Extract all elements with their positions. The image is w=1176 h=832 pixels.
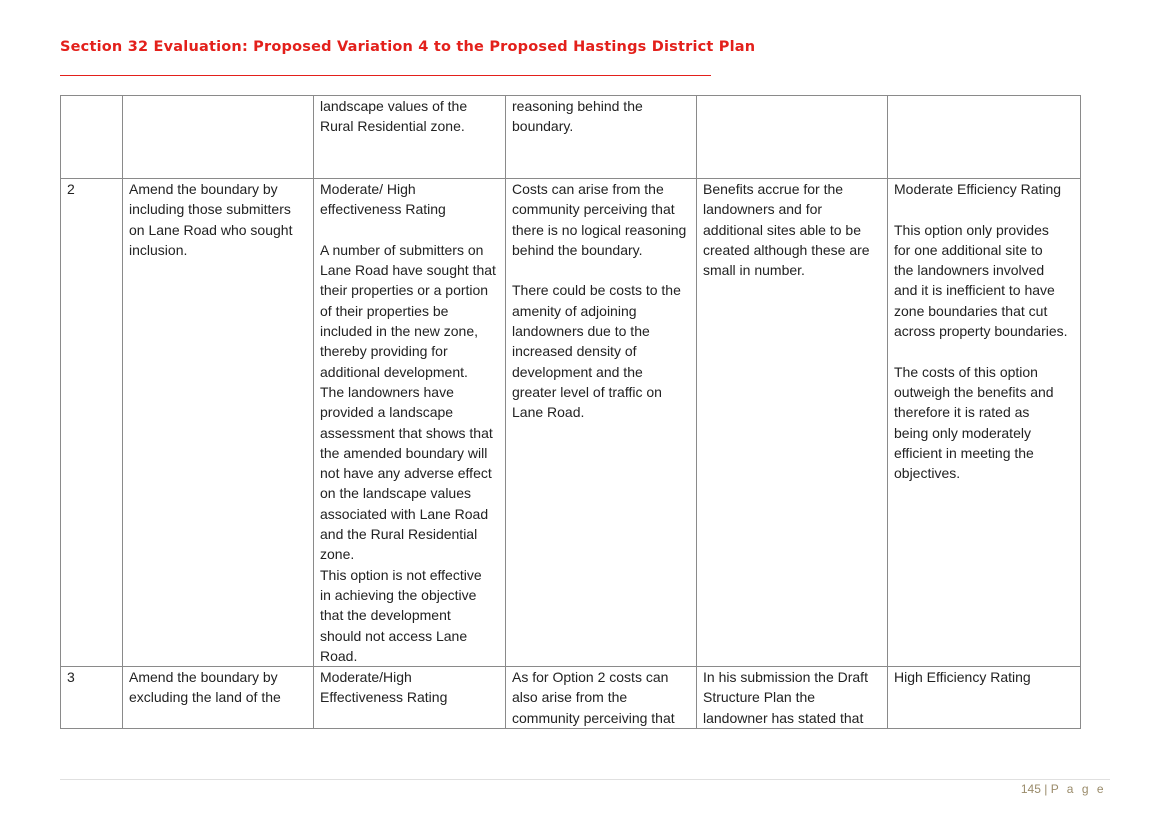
efficiency-cell: High Efficiency Rating xyxy=(888,667,1081,729)
table-row xyxy=(61,96,1081,179)
page-separator: | xyxy=(1044,782,1048,796)
table-row xyxy=(61,179,1081,667)
option-description-cell: Amend the boundary by excluding the land of the xyxy=(123,667,314,729)
evaluation-table xyxy=(60,95,1081,729)
effectiveness-cell: landscape values of the Rural Residential zone. xyxy=(314,96,506,179)
option-number-cell xyxy=(61,96,123,179)
costs-cell: As for Option 2 costs can also arise from the community perceiving that xyxy=(506,667,697,729)
costs-cell: reasoning behind the boundary. xyxy=(506,96,697,179)
footer-rule xyxy=(60,779,1110,780)
benefits-cell: In his submission the Draft Structure Plan the landowner has stated that xyxy=(697,667,888,729)
page-label: P a g e xyxy=(1050,782,1106,796)
option-number-cell: 3 xyxy=(61,667,123,729)
benefits-cell xyxy=(697,96,888,179)
benefits-cell: Benefits accrue for the landowners and for additional sites able to be created although these are small in number. xyxy=(697,179,888,667)
efficiency-cell xyxy=(888,96,1081,179)
page-number: 145 xyxy=(1020,782,1041,796)
table-row xyxy=(61,667,1081,729)
efficiency-cell: Moderate Efficiency Rating This option only provides for one additional site to the landowners involved and it is inefficient to have zone boundaries that cut across property boundaries. The costs of this option outweigh the benefits and therefore it is rated as being only moderately efficient in meeting the objectives. xyxy=(888,179,1081,667)
page-footer xyxy=(1021,782,1106,796)
costs-cell: Costs can arise from the community perceiving that there is no logical reasoning behind the boundary. There could be costs to the amenity of adjoining landowners due to the increased density of development and the greater level of traffic on Lane Road. xyxy=(506,179,697,667)
header-rule xyxy=(60,75,711,76)
document-header-title: Section 32 Evaluation: Proposed Variation 4 to the Proposed Hastings District Plan xyxy=(60,39,756,55)
option-description-cell: Amend the boundary by including those submitters on Lane Road who sought inclusion. xyxy=(123,179,314,667)
effectiveness-cell: Moderate/ High effectiveness Rating A number of submitters on Lane Road have sought that their properties or a portion of their properties be included in the new zone, thereby providing for additional development. The landowners have provided a landscape assessment that shows that the amended boundary will not have any adverse effect on the landscape values associated with Lane Road and the Rural Residential zone. This option is not effective in achieving the objective that the development should not access Lane Road. xyxy=(314,179,506,667)
option-number-cell: 2 xyxy=(61,179,123,667)
option-description-cell xyxy=(123,96,314,179)
effectiveness-cell: Moderate/High Effectiveness Rating xyxy=(314,667,506,729)
